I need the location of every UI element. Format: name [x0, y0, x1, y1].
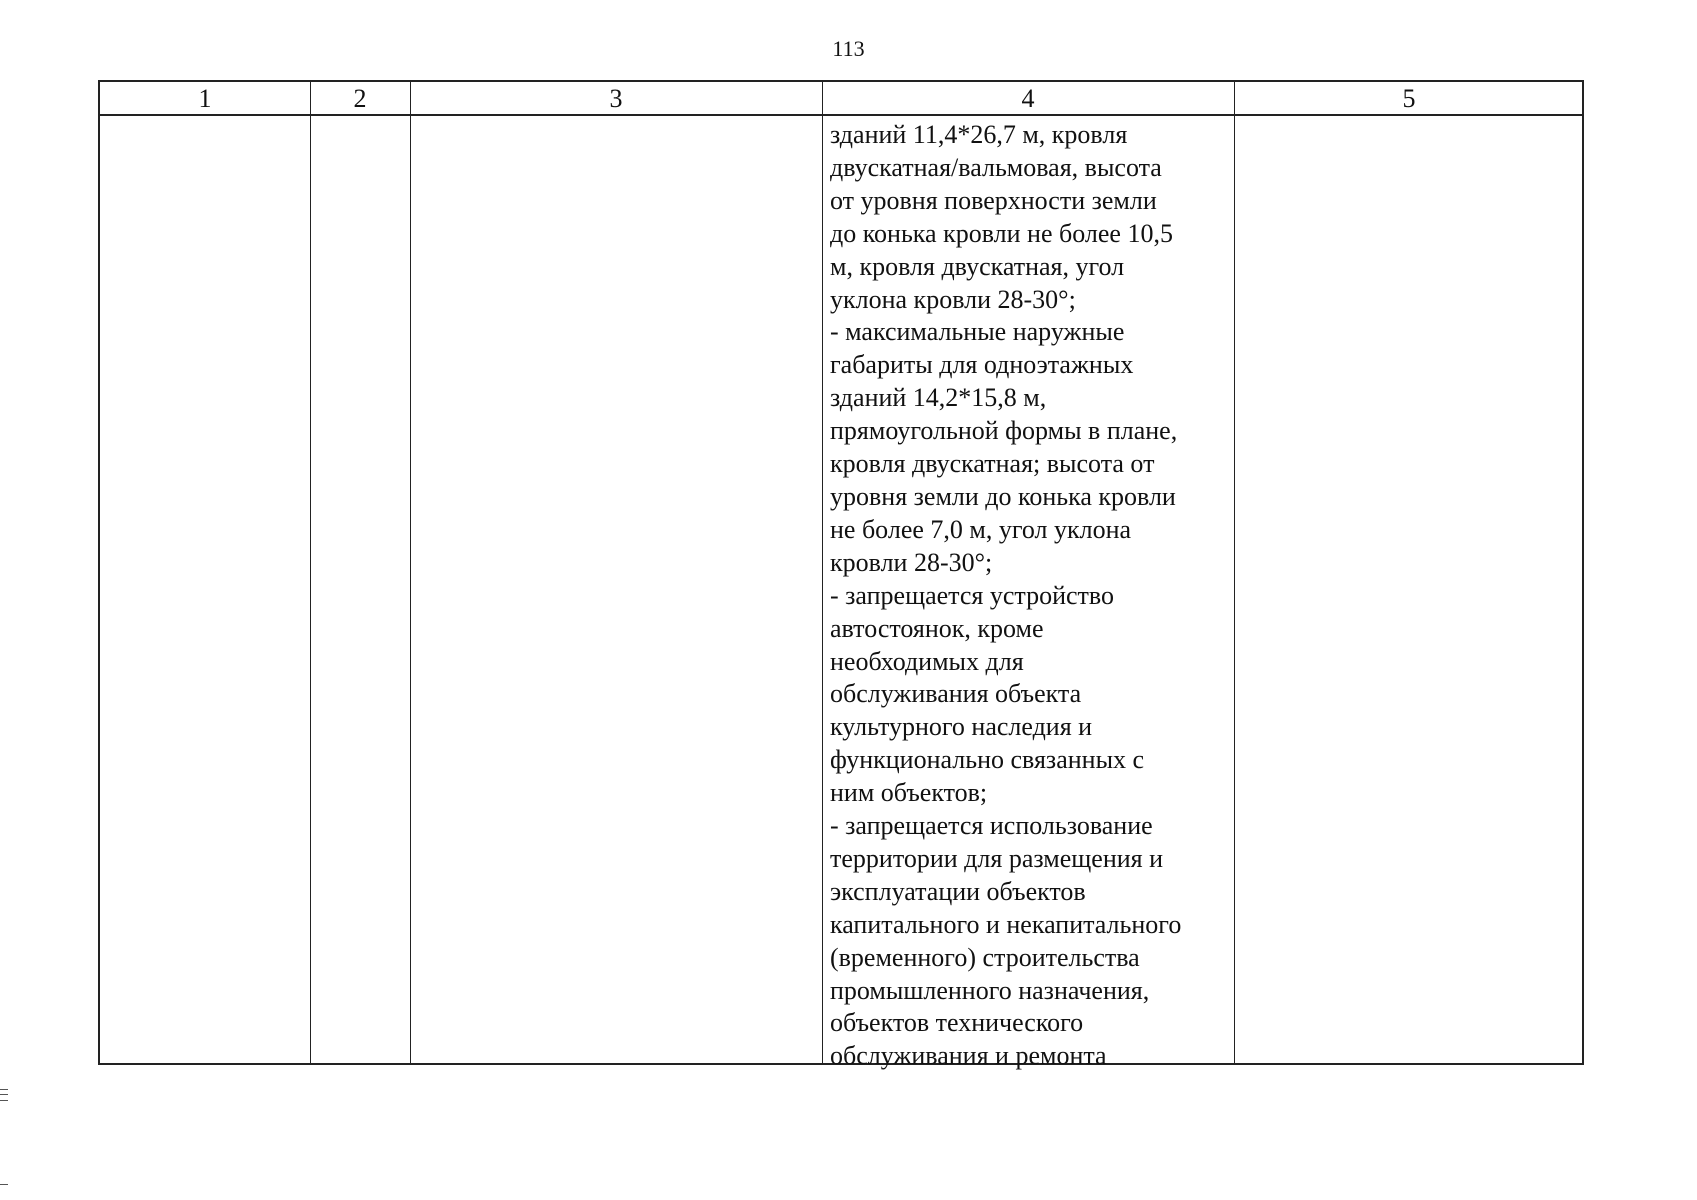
text-line: территории для размещения и — [830, 843, 1164, 873]
text-line: ним объектов; — [830, 778, 988, 808]
page-number: 113 — [832, 36, 865, 61]
text-line: необходимых для — [830, 646, 1024, 676]
column-header-5: 5 — [1402, 84, 1416, 113]
text-line: - запрещается устройство — [830, 580, 1114, 610]
text-line: уклона кровли 28-30°; — [830, 284, 1076, 314]
scan-margin-mark — [0, 1089, 8, 1090]
text-line: м, кровля двускатная, угол — [830, 251, 1125, 281]
text-line: автостоянок, кроме — [830, 613, 1044, 643]
text-line: - максимальные наружные — [830, 317, 1125, 347]
text-line: не более 7,0 м, угол уклона — [830, 514, 1132, 544]
column-divider — [410, 82, 411, 1063]
text-line: обслуживания и ремонта — [830, 1041, 1107, 1071]
column-header-2: 2 — [353, 84, 367, 113]
text-line: промышленного назначения, — [830, 975, 1150, 1005]
text-line: объектов технического — [830, 1008, 1084, 1038]
column-divider — [310, 82, 311, 1063]
text-line: уровня земли до конька кровли — [830, 481, 1176, 511]
scan-margin-mark — [0, 1094, 8, 1095]
text-line: культурного наследия и — [830, 712, 1093, 742]
regulations-table — [98, 80, 1584, 1071]
text-line: до конька кровли не более 10,5 — [830, 218, 1173, 248]
text-line: (временного) строительства — [830, 942, 1140, 972]
table-header-row — [100, 82, 1582, 116]
column-header-4: 4 — [1021, 84, 1035, 113]
column-divider — [822, 82, 823, 1063]
scan-margin-mark — [0, 1184, 8, 1185]
text-line: - запрещается использование — [830, 811, 1153, 841]
text-line: прямоугольной формы в плане, — [830, 416, 1178, 446]
text-line: зданий 11,4*26,7 м, кровля — [830, 120, 1128, 149]
table-cell-col4 — [830, 119, 1235, 1073]
text-line: от уровня поверхности земли — [830, 185, 1157, 215]
text-line: эксплуатации объектов — [830, 876, 1086, 906]
text-line: двускатная/вальмовая, высота — [830, 152, 1162, 182]
text-line: зданий 14,2*15,8 м, — [830, 383, 1047, 413]
text-line: капитального и некапитального — [830, 909, 1182, 939]
column-header-3: 3 — [609, 84, 623, 113]
text-line: функционально связанных с — [830, 745, 1145, 775]
text-line: кровли 28-30°; — [830, 547, 993, 577]
text-line: габариты для одноэтажных — [830, 350, 1134, 380]
scan-margin-mark — [0, 1100, 8, 1101]
text-line: обслуживания объекта — [830, 679, 1082, 709]
column-header-1: 1 — [198, 84, 212, 113]
text-line: кровля двускатная; высота от — [830, 449, 1155, 479]
